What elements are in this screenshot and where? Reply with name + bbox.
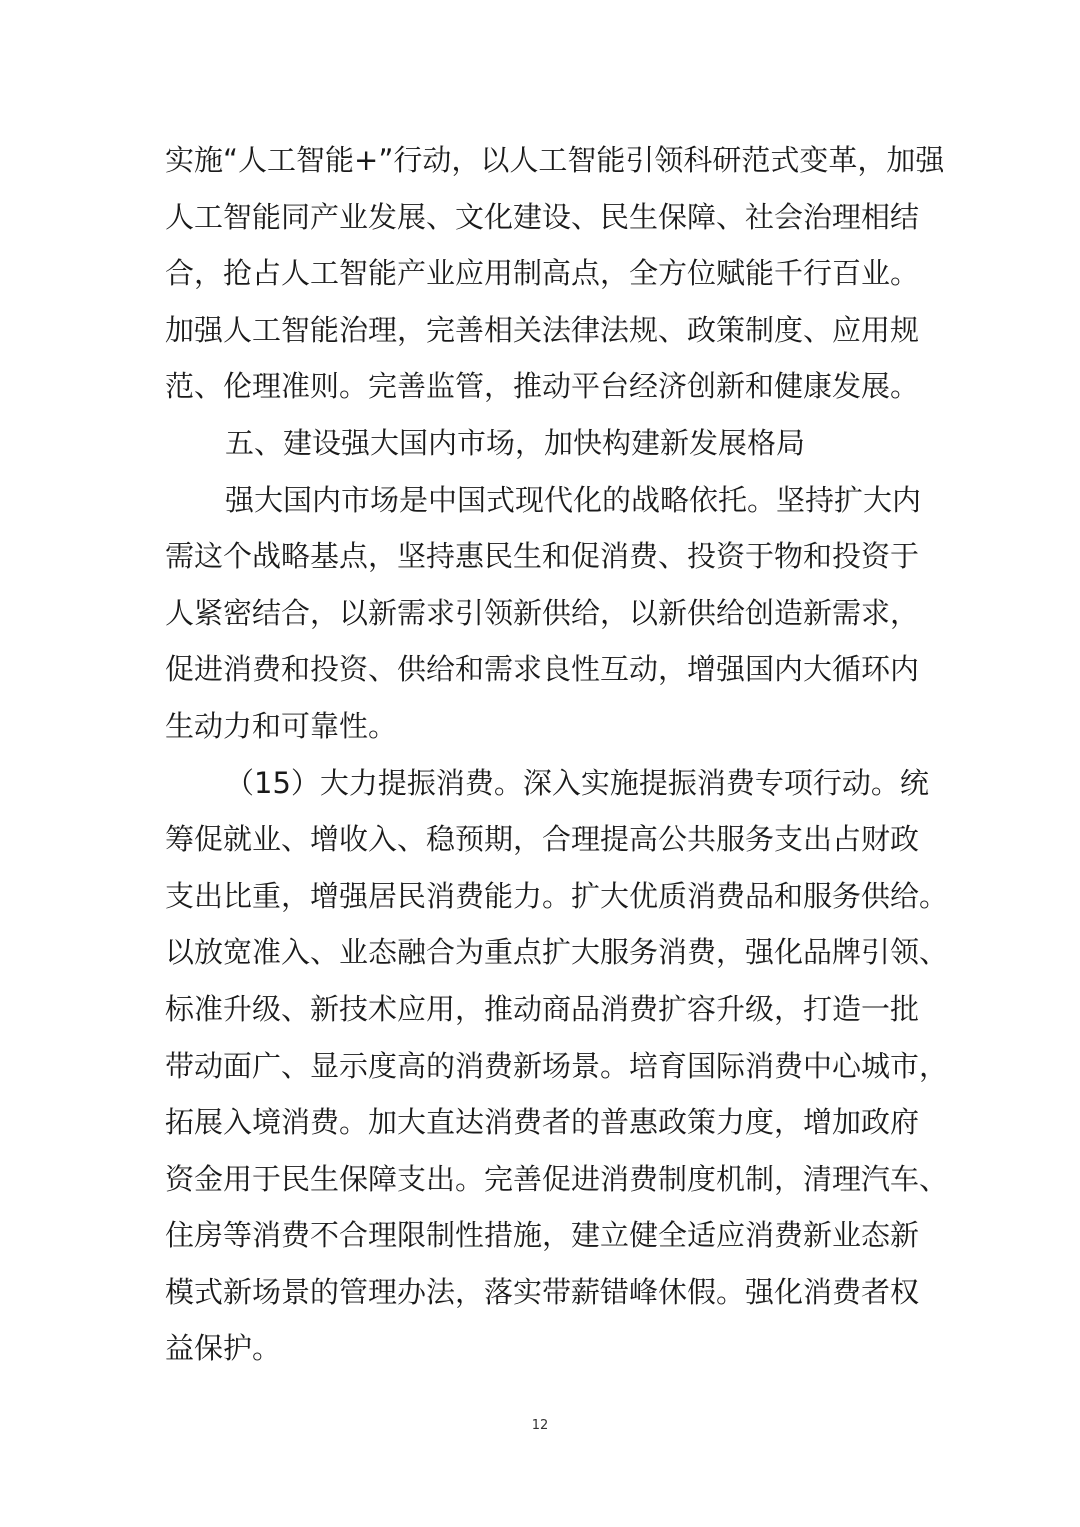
text-line: 实施“人工智能+”行动，以人工智能引领科研范式变革，加强 xyxy=(165,143,945,177)
text-line: 促进消费和投资、供给和需求良性互动，增强国内大循环内 xyxy=(165,652,920,687)
text-line: 强大国内市场是中国式现代化的战略依托。坚持扩大内 xyxy=(225,482,922,517)
text-line: （15）大力提振消费。深入实施提振消费专项行动。统 xyxy=(225,765,929,800)
text-line: 筹促就业、增收入、稳预期，合理提高公共服务支出占财政 xyxy=(165,822,920,857)
text-line: 带动面广、显示度高的消费新场景。培育国际消费中心城市， xyxy=(165,1048,949,1083)
text-line: 标准升级、新技术应用，推动商品消费扩容升级，打造一批 xyxy=(165,991,920,1026)
text-line: 范、伦理准则。完善监管，推动平台经济创新和健康发展。 xyxy=(165,369,920,404)
text-line: 五、建设强大国内市场，加快构建新发展格局 xyxy=(225,425,806,460)
text-line: 资金用于民生保障支出。完善促进消费制度机制，清理汽车、 xyxy=(165,1161,949,1196)
text-line: 需这个战略基点，坚持惠民生和促消费、投资于物和投资于 xyxy=(165,539,920,574)
text-line: 人工智能同产业发展、文化建设、民生保障、社会治理相结 xyxy=(165,199,920,234)
text-line: 人紧密结合，以新需求引领新供给，以新供给创造新需求， xyxy=(165,595,920,630)
document-body xyxy=(165,132,949,1377)
text-line: 模式新场景的管理办法，落实带薪错峰休假。强化消费者权 xyxy=(165,1274,920,1309)
text-line: 拓展入境消费。加大直达消费者的普惠政策力度，增加政府 xyxy=(165,1105,920,1140)
page-number: 12 xyxy=(531,1418,549,1433)
text-line: 以放宽准入、业态融合为重点扩大服务消费，强化品牌引领、 xyxy=(165,935,949,970)
text-line: 合，抢占人工智能产业应用制高点，全方位赋能千行百业。 xyxy=(165,256,920,291)
text-line: 生动力和可靠性。 xyxy=(165,708,398,743)
text-line: 益保护。 xyxy=(165,1331,282,1366)
text-line: 住房等消费不合理限制性措施，建立健全适应消费新业态新 xyxy=(165,1218,920,1253)
text-line: 支出比重，增强居民消费能力。扩大优质消费品和服务供给。 xyxy=(165,878,949,913)
text-line: 加强人工智能治理，完善相关法律法规、政策制度、应用规 xyxy=(165,312,920,347)
